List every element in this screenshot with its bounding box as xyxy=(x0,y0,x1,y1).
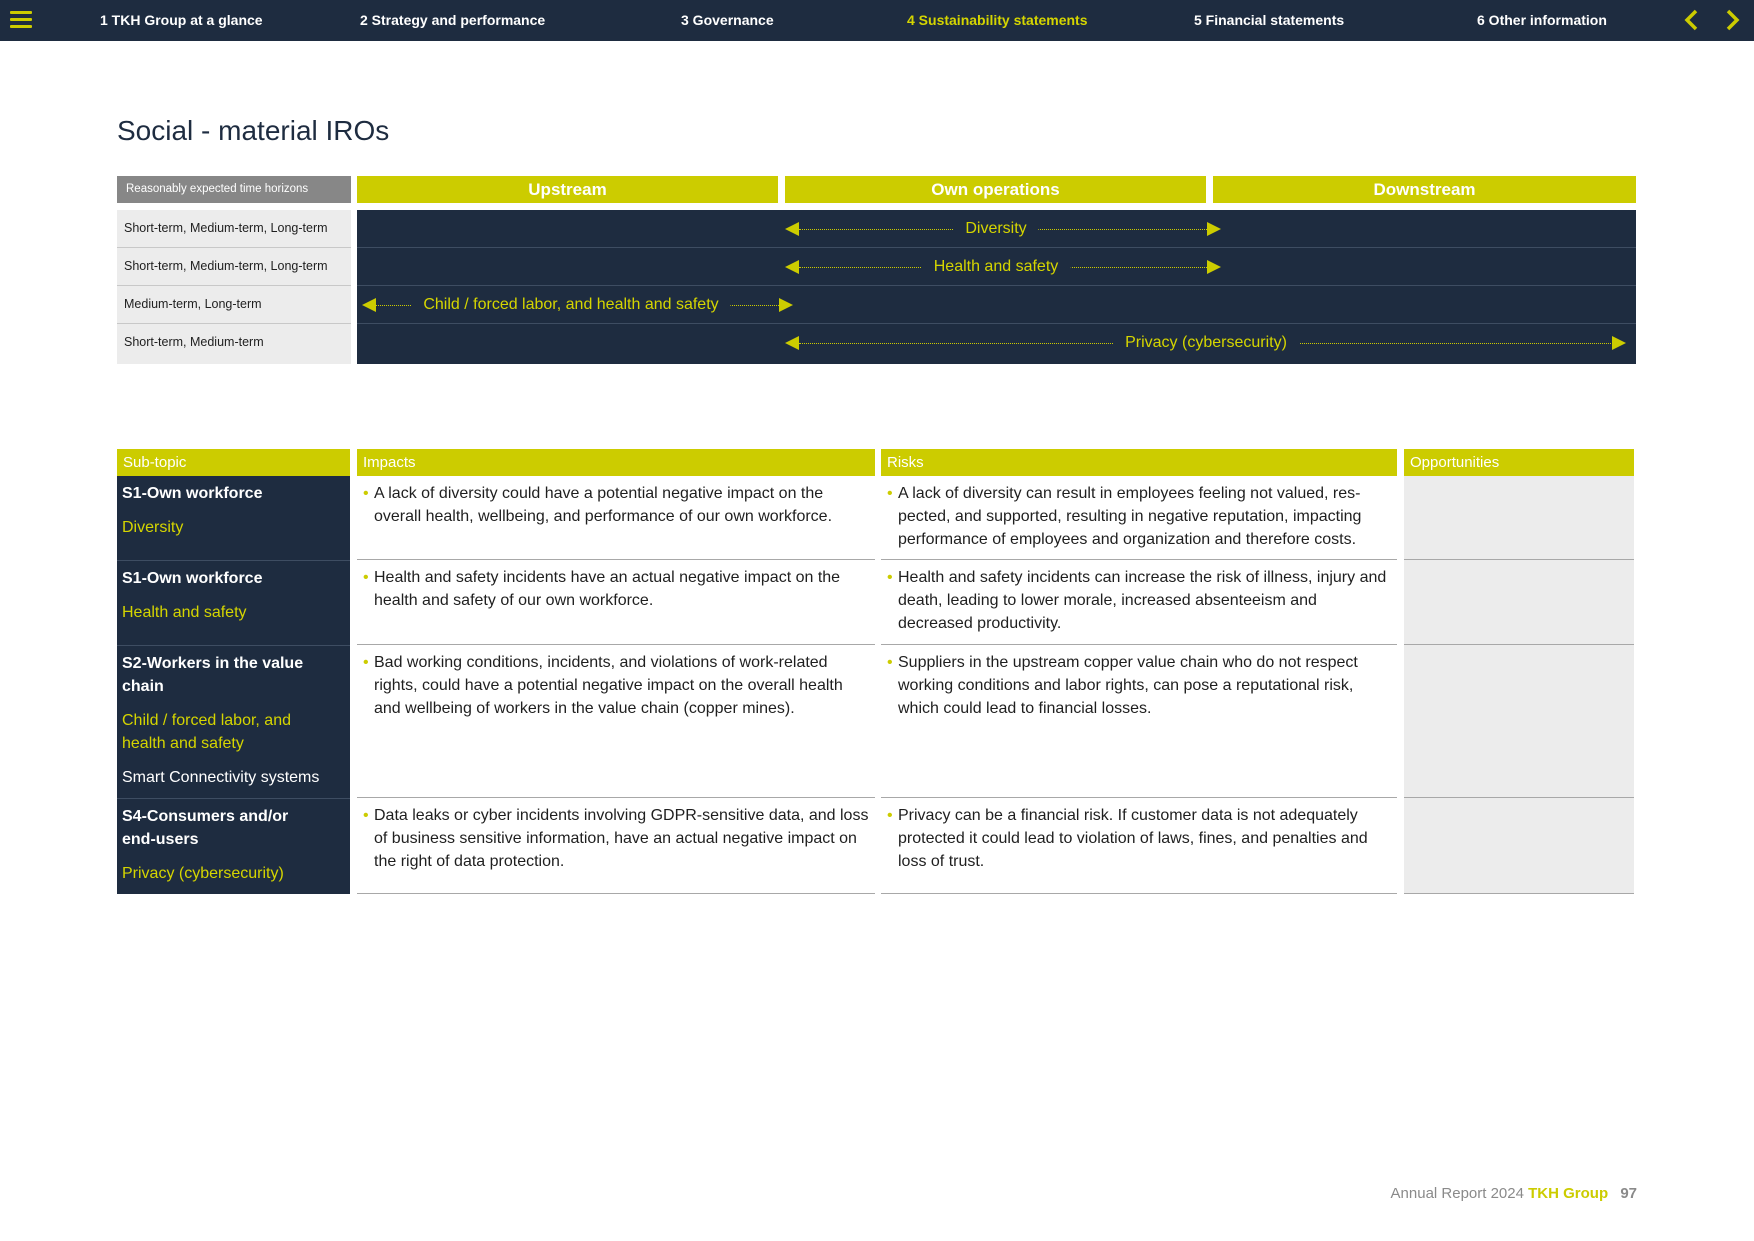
own-operations-header: Own operations xyxy=(785,176,1206,203)
sub-topic-cell xyxy=(117,798,350,894)
risk-cell xyxy=(881,476,1397,551)
page-title: Social - material IROs xyxy=(117,115,390,146)
sub-topic-label: Health and safety xyxy=(122,604,247,621)
arrow-right-icon xyxy=(1612,336,1626,350)
impact-text: Bad working conditions, incidents, and violations of work-related rights, could have a potential negative impact on the overall health and wellbeing of workers in the value chain (copper mines). xyxy=(374,654,843,717)
risk-text: A lack of diversity can result in employees feeling not valued, res-pected, and supported, resulting in negative reputation, impacting performance of employees and organization and therefore costs. xyxy=(898,485,1362,548)
bullet-icon: • xyxy=(887,569,893,586)
row-divider xyxy=(117,323,351,324)
impact-text: A lack of diversity could have a potential negative impact on the overall health, wellbeing, and performance of our own workforce. xyxy=(374,485,833,525)
table-row xyxy=(117,476,1634,560)
report-title: Annual Report 2024 xyxy=(1390,1185,1524,1202)
esrs-standard-label: S1-Own workforce xyxy=(122,485,263,502)
arrow-right-icon xyxy=(1207,222,1221,236)
table-row xyxy=(117,560,1634,645)
nav-tab-governance[interactable]: 3 Governance xyxy=(681,12,774,28)
risk-cell xyxy=(881,645,1397,720)
arrow-left-icon xyxy=(785,260,799,274)
downstream-header: Downstream xyxy=(1213,176,1636,203)
bullet-icon: • xyxy=(363,485,369,502)
opportunity-cell xyxy=(1404,476,1634,560)
time-horizon-label: Short-term, Medium-term, Long-term xyxy=(117,248,351,285)
row-divider xyxy=(357,285,1636,286)
time-horizon-label: Short-term, Medium-term xyxy=(117,324,351,364)
nav-tab-strategy-and-performance[interactable]: 2 Strategy and performance xyxy=(360,12,546,28)
business-segment-label: Smart Connectivity systems xyxy=(122,769,320,786)
bullet-icon: • xyxy=(887,485,893,502)
value-chain-diagram xyxy=(117,176,1636,364)
column-header-sub-topic: Sub-topic xyxy=(117,449,350,476)
page-number: 97 xyxy=(1620,1185,1637,1202)
chevron-right-icon[interactable] xyxy=(1720,8,1744,32)
bullet-icon: • xyxy=(363,654,369,671)
risk-text: Health and safety incidents can increase the risk of illness, injury and death, leading to lower morale, increased absenteeism and decreased productivity. xyxy=(898,569,1387,632)
nav-tab-financial-statements[interactable]: 5 Financial statements xyxy=(1194,12,1345,28)
nav-tab-tkh-group-at-a-glance[interactable]: 1 TKH Group at a glance xyxy=(100,12,263,28)
impact-cell xyxy=(357,560,875,612)
table-row xyxy=(117,645,1634,798)
sub-topic-label: Diversity xyxy=(122,519,184,536)
risk-text: Privacy can be a financial risk. If customer data is not adequately protected it could lead to violation of laws, fines, and penalties and loss of trust. xyxy=(898,807,1368,870)
chevron-left-icon[interactable] xyxy=(1680,8,1704,32)
bullet-icon: • xyxy=(887,654,893,671)
opportunity-cell xyxy=(1404,560,1634,645)
esrs-standard-label: S1-Own workforce xyxy=(122,570,263,587)
sub-topic-cell xyxy=(117,645,350,798)
row-divider xyxy=(357,893,875,894)
sub-topic-label: Privacy (cybersecurity) xyxy=(122,865,284,882)
sub-topic-label: Child / forced labor, and health and safety xyxy=(122,712,291,752)
bullet-icon: • xyxy=(363,569,369,586)
impact-cell xyxy=(357,645,875,720)
sub-topic-cell xyxy=(117,560,350,645)
scope-label-child-forced-labor: Child / forced labor, and health and safety xyxy=(411,295,730,315)
arrow-left-icon xyxy=(785,222,799,236)
hamburger-menu-icon[interactable] xyxy=(10,11,32,29)
scope-label-health-and-safety: Health and safety xyxy=(922,257,1071,277)
opportunity-cell xyxy=(1404,798,1634,894)
scope-label-privacy: Privacy (cybersecurity) xyxy=(1113,333,1299,353)
risk-text: Suppliers in the upstream copper value chain who do not respect working conditions and labor rights, can pose a reputational risk, which could lead to financial losses. xyxy=(898,654,1358,717)
bullet-icon: • xyxy=(887,807,893,824)
time-horizons-header: Reasonably expected time horizons xyxy=(117,176,351,203)
row-divider xyxy=(881,893,1397,894)
arrow-right-icon xyxy=(1207,260,1221,274)
arrow-left-icon xyxy=(362,298,376,312)
page-footer xyxy=(1391,1185,1637,1202)
upstream-header: Upstream xyxy=(357,176,778,203)
impact-cell xyxy=(357,798,875,873)
value-chain-band xyxy=(357,210,1636,364)
nav-tab-sustainability-statements[interactable]: 4 Sustainability statements xyxy=(907,12,1088,28)
nav-tab-other-information[interactable]: 6 Other information xyxy=(1477,12,1607,28)
scope-label-diversity: Diversity xyxy=(953,219,1038,239)
row-divider xyxy=(1404,893,1634,894)
risk-cell xyxy=(881,560,1397,635)
time-horizon-label: Short-term, Medium-term, Long-term xyxy=(117,210,351,247)
arrow-left-icon xyxy=(785,336,799,350)
top-navigation-bar xyxy=(0,0,1754,41)
column-header-impacts: Impacts xyxy=(357,449,875,476)
opportunity-cell xyxy=(1404,645,1634,798)
row-divider xyxy=(357,323,1636,324)
impact-cell xyxy=(357,476,875,528)
risk-cell xyxy=(881,798,1397,873)
table-row xyxy=(117,798,1634,894)
brand-name: TKH Group xyxy=(1528,1185,1609,1202)
esrs-standard-label: S2-Workers in the value chain xyxy=(122,655,304,695)
impact-text: Data leaks or cyber incidents involving GDPR-sensitive data, and loss of business sensitive information, have an actual negative impact on the right of data protection. xyxy=(374,807,869,870)
column-header-opportunities: Opportunities xyxy=(1404,449,1634,476)
esrs-standard-label: S4-Consumers and/or end-users xyxy=(122,808,289,848)
time-horizon-label: Medium-term, Long-term xyxy=(117,286,351,323)
arrow-right-icon xyxy=(779,298,793,312)
row-divider xyxy=(117,247,351,248)
impact-text: Health and safety incidents have an actual negative impact on the health and safety of our own workforce. xyxy=(374,569,841,609)
row-divider xyxy=(117,285,351,286)
bullet-icon: • xyxy=(363,807,369,824)
column-header-risks: Risks xyxy=(881,449,1397,476)
sub-topic-cell xyxy=(117,476,350,560)
row-divider xyxy=(357,247,1636,248)
